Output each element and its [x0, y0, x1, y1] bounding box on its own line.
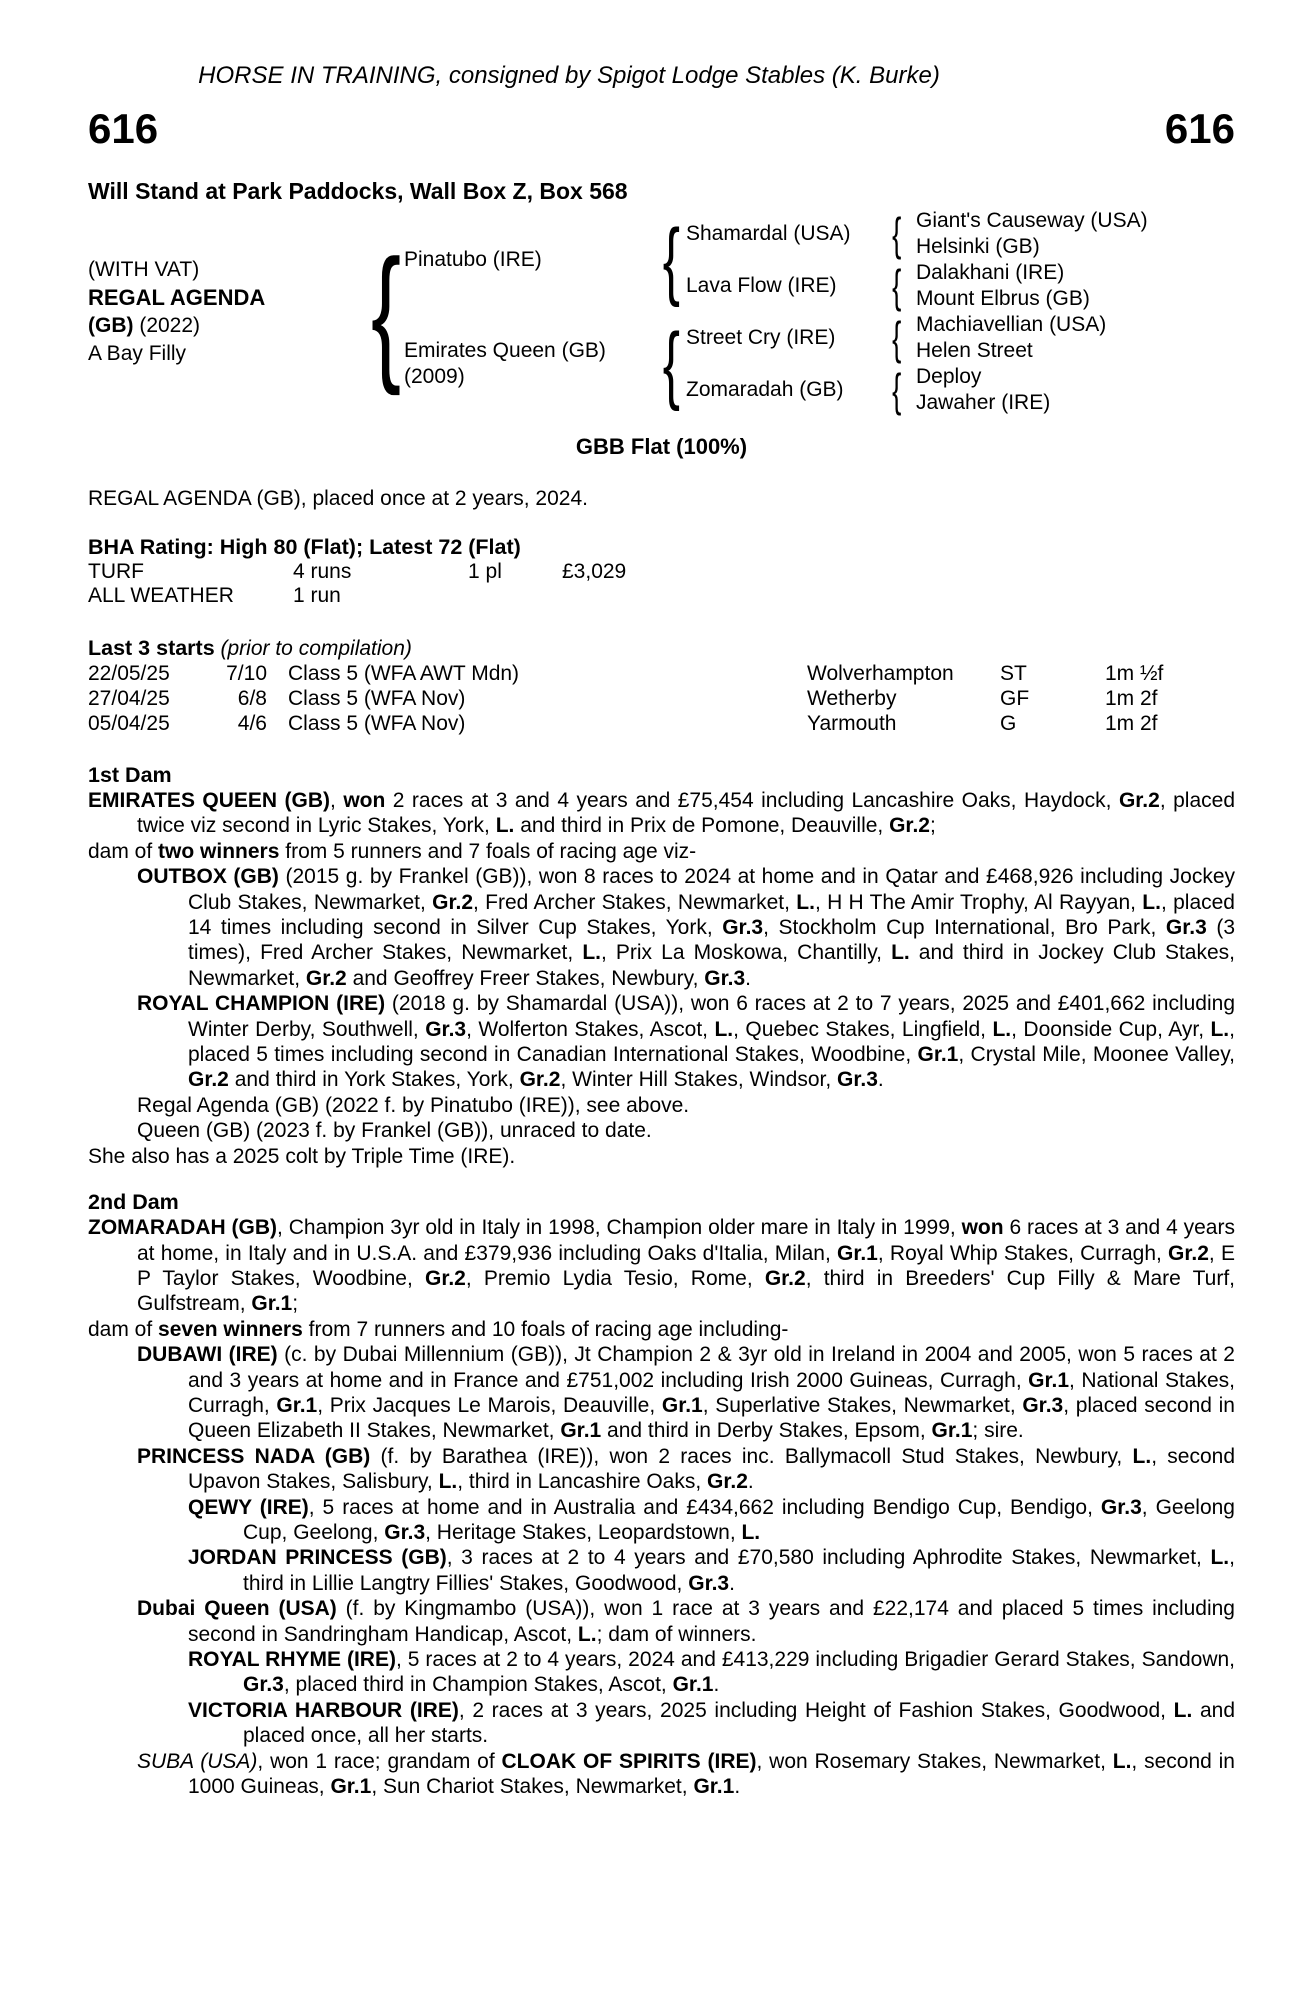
lot-number-right: 616: [1164, 105, 1235, 152]
last-starts-note: (prior to compilation): [214, 637, 412, 660]
vat-note: (WITH VAT): [88, 258, 200, 281]
text-segment: Gr.1: [931, 1419, 973, 1443]
text-segment: L.: [1210, 1017, 1230, 1041]
text-segment: , Premio Lydia Tesio, Rome,: [465, 1266, 765, 1290]
brace-icon: {: [662, 316, 680, 412]
start-row: [88, 661, 1235, 686]
brace-icon: {: [892, 312, 902, 364]
text-segment: , Heritage Stakes, Leopardstown,: [425, 1520, 742, 1544]
start-track: Yarmouth: [807, 712, 897, 735]
text-segment: and third in Derby Stakes, Epsom,: [601, 1419, 932, 1443]
text-segment: .: [734, 1775, 741, 1799]
text-segment: Gr.1: [917, 1043, 959, 1067]
text-segment: from 7 runners and 10 foals of racing age including-: [302, 1317, 789, 1341]
text-segment: , Winter Hill Stakes, Windsor,: [560, 1068, 838, 1092]
sire-name: Pinatubo (IRE): [404, 248, 542, 271]
brace-icon: {: [662, 212, 680, 308]
text-segment: ; sire.: [972, 1419, 1024, 1443]
dubai-queen-paragraph: [137, 1596, 1235, 1647]
pedigree-gen2-column: [686, 208, 878, 416]
brace-icon: {: [892, 260, 902, 312]
start-going: ST: [1000, 662, 1027, 685]
last-starts-section: [88, 636, 1235, 736]
text-segment: .: [745, 966, 751, 990]
text-segment: , National Stakes, Curragh,: [188, 1368, 1235, 1417]
text-segment: Queen (GB) (2023 f. by Frankel (GB)), unraced to date.: [137, 1119, 652, 1143]
start-position: 4/6: [237, 712, 267, 735]
surface-label: TURF: [88, 560, 144, 583]
text-segment: , Wolferton Stakes, Ascot,: [466, 1017, 715, 1041]
start-race-class: Class 5 (WFA Nov): [288, 687, 466, 710]
text-segment: , Crystal Mile, Moonee Valley,: [958, 1043, 1235, 1067]
princess-nada-paragraph: [137, 1444, 1235, 1495]
start-track: Wetherby: [807, 687, 897, 710]
text-segment: ;: [929, 814, 936, 838]
text-segment: .: [713, 1673, 720, 1697]
text-segment: and third in York Stakes, York,: [228, 1068, 520, 1092]
she-also-line: [88, 1144, 1235, 1169]
royal-champion-paragraph: [137, 991, 1235, 1093]
text-segment: L.: [1132, 1444, 1152, 1468]
bha-rating-line: BHA Rating: High 80 (Flat); Latest 72 (Flat): [88, 535, 521, 559]
runs-value: 1 run: [293, 584, 341, 607]
text-segment: Gr.1: [560, 1419, 602, 1443]
text-segment: , Stockholm Cup International, Bro Park,: [763, 916, 1166, 940]
text-segment: , H H The Amir Trophy, Al Rayyan,: [814, 890, 1143, 914]
text-segment: CLOAK OF SPIRITS (IRE): [501, 1749, 757, 1773]
dam1-produce-line: [88, 839, 1235, 864]
pedigree-braces-gen2: [656, 208, 686, 416]
text-segment: (f. by Kingmambo (USA)), won 1 race at 3 years and £22,174 and placed 5 times including second in Sandringham Handicap, Ascot,: [188, 1597, 1235, 1646]
text-segment: , third in Lillie Langtry Fillies' Stakes, Goodwood,: [243, 1546, 1235, 1595]
royal-rhyme-paragraph: [188, 1647, 1235, 1698]
text-segment: dam of: [88, 839, 159, 863]
pedigree-gen1-column: [404, 208, 656, 416]
gen2-name: Zomaradah (GB): [686, 378, 844, 401]
text-segment: dam of: [88, 1317, 159, 1341]
text-segment: VICTORIA HARBOUR (IRE): [188, 1698, 459, 1722]
text-segment: , placed 5 times including second in Canadian International Stakes, Woodbine,: [188, 1017, 1235, 1067]
text-segment: , 3 races at 2 to 4 years and £70,580 including Aphrodite Stakes, Newmarket,: [446, 1546, 1211, 1570]
text-segment: Gr.3: [243, 1673, 284, 1697]
text-segment: Gr.1: [672, 1673, 714, 1697]
text-segment: L.: [714, 1017, 734, 1041]
surface-label: ALL WEATHER: [88, 584, 234, 607]
horse-birth-year: (2022): [133, 314, 201, 337]
places-value: 1 pl: [468, 560, 502, 583]
text-segment: .: [877, 1068, 884, 1092]
text-segment: Gr.2: [764, 1266, 806, 1290]
start-date: 05/04/25: [88, 712, 170, 735]
text-segment: Gr.1: [661, 1393, 703, 1417]
text-segment: Gr.2: [707, 1470, 748, 1494]
text-segment: Gr.1: [693, 1775, 735, 1799]
text-segment: ;: [292, 1292, 299, 1316]
start-date: 27/04/25: [88, 687, 170, 710]
text-segment: .: [747, 1470, 754, 1494]
start-going: G: [1000, 712, 1017, 735]
dam2-produce-line: [88, 1317, 1235, 1342]
text-segment: JORDAN PRINCESS (GB): [188, 1546, 447, 1570]
dubawi-paragraph: [137, 1342, 1235, 1444]
text-segment: (c. by Dubai Millennium (GB)), Jt Champion 2 & 3yr old in Ireland in 2004 and 2005, won 5 races at 2 and 3 years at home and in France and £751,002 including Irish 2000 Guineas, Curragh,: [188, 1343, 1235, 1392]
text-segment: , placed third in Champion Stakes, Ascot,: [283, 1673, 673, 1697]
text-segment: , Doonside Cup, Ayr,: [1011, 1017, 1211, 1041]
pedigree-braces-gen3: [878, 208, 916, 416]
text-segment: , E P Taylor Stakes, Woodbine,: [137, 1241, 1235, 1290]
text-segment: Gr.2: [432, 890, 474, 914]
brace-icon: {: [370, 228, 402, 396]
record-row-all-weather: [88, 584, 1235, 608]
text-segment: Gr.2: [889, 814, 930, 838]
text-segment: L.: [1142, 890, 1161, 914]
text-segment: , 2 races at 3 years, 2025 including Height of Fashion Stakes, Goodwood,: [458, 1698, 1174, 1722]
gen3-name: Jawaher (IRE): [916, 391, 1051, 414]
queen-line: [137, 1118, 1235, 1143]
dam-year: (2009): [404, 365, 465, 388]
text-segment: , Geelong Cup, Geelong,: [243, 1495, 1235, 1544]
text-segment: and Geoffrey Freer Stakes, Newbury,: [346, 966, 705, 990]
horse-country-suffix: (GB): [88, 314, 134, 337]
first-dam-section: [88, 788, 1235, 1169]
consignor-line: HORSE IN TRAINING, consigned by Spigot Lodge Stables (K. Burke): [198, 62, 940, 89]
text-segment: and third in Jockey Club Stakes, Newmarket,: [188, 941, 1235, 990]
text-segment: , won Rosemary Stakes, Newmarket,: [756, 1749, 1113, 1773]
text-segment: Gr.1: [330, 1775, 372, 1799]
start-position: 6/8: [237, 687, 267, 710]
start-date: 22/05/25: [88, 662, 170, 685]
pedigree-gen3-column: [916, 208, 1235, 416]
text-segment: EMIRATES QUEEN (GB): [88, 789, 331, 812]
qewy-paragraph: [188, 1495, 1235, 1546]
text-segment: (2015 g. by Frankel (GB)), won 8 races to 2024 at home and in Qatar and £468,926 including Jockey Club Stakes, Newmarket,: [188, 865, 1236, 914]
text-segment: (f. by Barathea (IRE)), won 2 races inc. Ballymacoll Stud Stakes, Newbury,: [370, 1444, 1133, 1468]
regal-agenda-line: [137, 1093, 1235, 1118]
text-segment: , placed twice viz second in Lyric Stakes, York,: [137, 789, 1235, 838]
second-dam-section: [88, 1215, 1235, 1799]
text-segment: L.: [1112, 1749, 1132, 1773]
text-segment: L.: [495, 814, 515, 838]
text-segment: , second Upavon Stakes, Salisbury,: [188, 1444, 1236, 1494]
text-segment: .: [729, 1571, 735, 1595]
emirates-queen-paragraph: [88, 788, 1235, 839]
gen3-name: Helsinki (GB): [916, 235, 1040, 258]
gen3-name: Helen Street: [916, 339, 1033, 362]
last-starts-heading: [88, 636, 1235, 661]
first-dam-heading: 1st Dam: [88, 763, 172, 787]
record-row-turf: [88, 560, 1235, 584]
text-segment: ROYAL RHYME (IRE): [188, 1648, 396, 1671]
text-segment: , placed second in Queen Elizabeth II Stakes, Newmarket,: [188, 1393, 1235, 1443]
text-segment: L.: [1173, 1698, 1193, 1722]
second-dam-heading: 2nd Dam: [88, 1190, 179, 1215]
text-segment: Dubai Queen (USA): [137, 1597, 337, 1621]
text-segment: , second in 1000 Guineas,: [188, 1749, 1235, 1799]
text-segment: Regal Agenda (GB) (2022 f. by Pinatubo (IRE)), see above.: [137, 1093, 690, 1117]
gen2-name: Shamardal (USA): [686, 222, 851, 245]
start-position: 7/10: [226, 662, 267, 685]
text-segment: two winners: [158, 839, 280, 863]
text-segment: QEWY (IRE): [188, 1495, 309, 1519]
text-segment: L.: [1210, 1546, 1230, 1570]
text-segment: L.: [992, 1017, 1012, 1041]
text-segment: , Royal Whip Stakes, Curragh,: [877, 1241, 1169, 1265]
start-row: [88, 686, 1235, 711]
text-segment: L.: [438, 1470, 458, 1494]
text-segment: Gr.2: [188, 1068, 229, 1092]
text-segment: , Champion 3yr old in Italy in 1998, Champion older mare in Italy in 1999,: [277, 1216, 962, 1240]
last-starts-title: Last 3 starts: [88, 636, 215, 660]
start-distance: 1m 2f: [1105, 712, 1158, 735]
text-segment: ROYAL CHAMPION (IRE): [137, 992, 386, 1016]
victoria-harbour-paragraph: [188, 1698, 1235, 1749]
gen2-name: Street Cry (IRE): [686, 326, 836, 349]
text-segment: from 5 runners and 7 foals of racing age viz-: [279, 839, 697, 863]
race-record-summary: REGAL AGENDA (GB), placed once at 2 years, 2024.: [88, 487, 588, 510]
pedigree-sire-cell: [404, 208, 656, 312]
text-segment: Gr.3: [837, 1068, 878, 1092]
text-segment: , Superlative Stakes, Newmarket,: [702, 1393, 1023, 1417]
text-segment: , 5 races at home and in Australia and £434,662 including Bendigo Cup, Bendigo,: [308, 1495, 1101, 1519]
text-segment: Gr.2: [1168, 1241, 1209, 1265]
text-segment: L.: [582, 941, 601, 965]
pedigree-horse-block: [88, 208, 368, 416]
text-segment: seven winners: [158, 1317, 303, 1341]
text-segment: and third in Prix de Pomone, Deauville,: [514, 814, 890, 838]
start-distance: 1m 2f: [1105, 687, 1158, 710]
text-segment: ,: [330, 789, 344, 812]
text-segment: ; dam of winners.: [596, 1622, 757, 1646]
start-race-class: Class 5 (WFA AWT Mdn): [288, 662, 520, 685]
text-segment: , Quebec Stakes, Lingfield,: [733, 1017, 993, 1041]
text-segment: L.: [891, 941, 910, 965]
horse-suffix-year: [88, 312, 368, 340]
start-row: [88, 711, 1235, 736]
text-segment: DUBAWI (IRE): [137, 1343, 278, 1367]
text-segment: SUBA (USA): [137, 1749, 258, 1773]
text-segment: OUTBOX (GB): [137, 865, 279, 889]
runs-value: 4 runs: [293, 560, 352, 583]
start-track: Wolverhampton: [807, 662, 954, 685]
text-segment: She also has a 2025 colt by Triple Time (IRE).: [88, 1144, 516, 1168]
text-segment: Gr.3: [1165, 916, 1207, 940]
text-segment: 6 races at 3 and 4 years at home, in Italy and in U.S.A. and £379,936 including Oaks d'Italia, Milan,: [137, 1216, 1235, 1265]
suba-paragraph: [137, 1749, 1235, 1800]
text-segment: Gr.1: [251, 1292, 293, 1316]
text-segment: L.: [796, 890, 815, 914]
gen2-name: Lava Flow (IRE): [686, 274, 837, 297]
text-segment: Gr.3: [688, 1571, 730, 1595]
text-segment: won: [961, 1216, 1004, 1240]
text-segment: Gr.3: [384, 1520, 426, 1544]
text-segment: Gr.2: [519, 1068, 561, 1092]
text-segment: L.: [577, 1622, 597, 1646]
text-segment: (3 times), Fred Archer Stakes, Newmarket,: [188, 916, 1236, 965]
brace-icon: {: [892, 208, 902, 260]
lot-number-left: 616: [88, 105, 159, 152]
text-segment: won: [343, 789, 386, 812]
text-segment: ZOMARADAH (GB): [88, 1216, 278, 1240]
start-distance: 1m ½f: [1105, 662, 1164, 685]
text-segment: Gr.3: [704, 966, 746, 990]
text-segment: , placed 14 times including second in Silver Cup Stakes, York,: [188, 890, 1235, 940]
pedigree-table: [88, 208, 1235, 416]
brace-icon: {: [892, 364, 902, 416]
horse-description: A Bay Filly: [88, 342, 187, 365]
text-segment: (2018 g. by Shamardal (USA)), won 6 races at 2 to 7 years, 2025 and £401,662 including Winter Derby, Southwell,: [188, 992, 1236, 1041]
pedigree-dam-cell: [404, 312, 656, 416]
text-segment: Gr.2: [1118, 789, 1160, 812]
gen3-name: Dalakhani (IRE): [916, 261, 1065, 284]
text-segment: Gr.1: [276, 1393, 318, 1417]
pedigree-brace-gen1: [368, 208, 404, 416]
text-segment: , Prix La Moskowa, Chantilly,: [600, 941, 892, 965]
start-going: GF: [1000, 687, 1030, 710]
gen3-name: Mount Elbrus (GB): [916, 287, 1090, 310]
start-race-class: Class 5 (WFA Nov): [288, 712, 466, 735]
lot-number-row: [88, 105, 1235, 152]
text-segment: 2 races at 3 and 4 years and £75,454 including Lancashire Oaks, Haydock,: [385, 789, 1119, 812]
text-segment: Gr.2: [425, 1266, 466, 1290]
text-segment: Gr.1: [1028, 1368, 1070, 1392]
jordan-princess-paragraph: [188, 1545, 1235, 1596]
dam-name: Emirates Queen (GB): [404, 339, 606, 362]
text-segment: PRINCESS NADA (GB): [137, 1444, 371, 1468]
text-segment: and placed once, all her starts.: [243, 1698, 1236, 1748]
outbox-paragraph: [137, 864, 1235, 991]
text-segment: , 5 races at 2 to 4 years, 2024 and £413,229 including Brigadier Gerard Stakes, Sandown,: [395, 1648, 1235, 1671]
text-segment: Gr.3: [1022, 1393, 1064, 1417]
text-segment: Gr.3: [425, 1017, 467, 1041]
text-segment: , Fred Archer Stakes, Newmarket,: [473, 890, 797, 914]
text-segment: Gr.3: [722, 916, 764, 940]
text-segment: L.: [741, 1520, 761, 1544]
zomaradah-paragraph: [88, 1215, 1235, 1317]
gen3-name: Machiavellian (USA): [916, 313, 1107, 336]
gbb-scheme-note: GBB Flat (100%): [575, 434, 748, 459]
text-segment: , third in Lancashire Oaks,: [457, 1470, 708, 1494]
gen3-name: Giant's Causeway (USA): [916, 209, 1148, 232]
stand-location-line: Will Stand at Park Paddocks, Wall Box Z, Box 568: [88, 178, 628, 204]
earnings-value: £3,029: [562, 560, 627, 583]
text-segment: , third in Breeders' Cup Filly & Mare Turf, Gulfstream,: [137, 1266, 1236, 1316]
text-segment: , won 1 race; grandam of: [257, 1749, 502, 1773]
text-segment: Gr.2: [305, 966, 347, 990]
text-segment: , Sun Chariot Stakes, Newmarket,: [371, 1775, 694, 1799]
text-segment: , Prix Jacques Le Marois, Deauville,: [317, 1393, 662, 1417]
gen3-name: Deploy: [916, 365, 982, 388]
text-segment: Gr.1: [837, 1241, 878, 1265]
horse-name: REGAL AGENDA: [88, 285, 266, 310]
text-segment: Gr.3: [1100, 1495, 1142, 1519]
